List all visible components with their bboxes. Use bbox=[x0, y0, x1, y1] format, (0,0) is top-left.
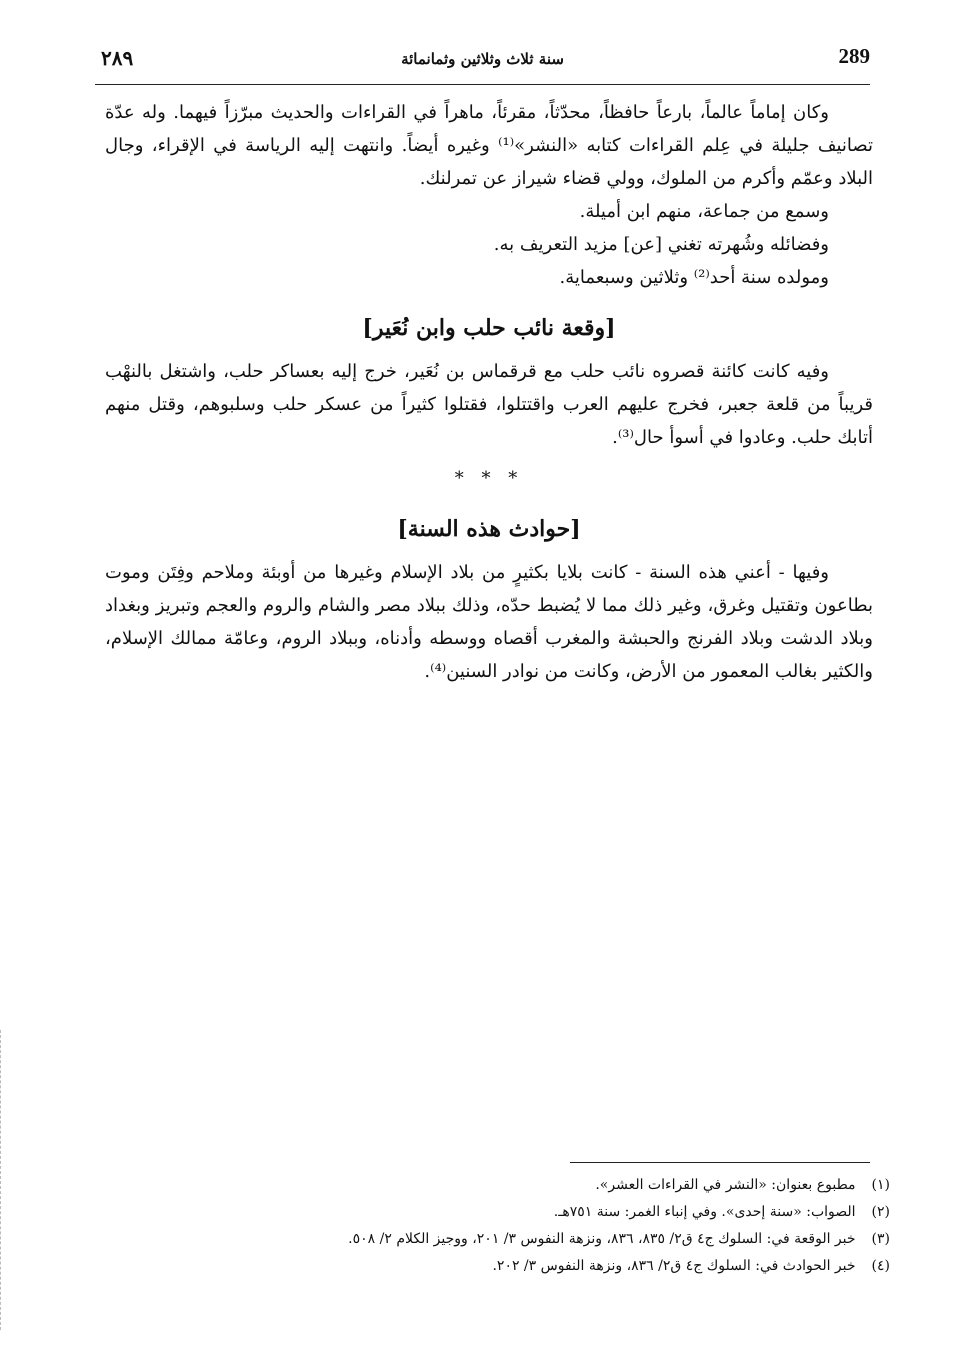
footnote-item bbox=[150, 1172, 890, 1199]
footnote-separator bbox=[570, 1162, 870, 1163]
battle-paragraph: وفيه كانت كائنة قصروه نائب حلب مع قرقماس بن نُعَير، خرج إليه بعساكر حلب، واشتغل بالنهْب قريباً من قلعة جعبر، فخرج عليهم العرب واقتتلوا، فقتلوا كثيراً من عسكر حلب وسلبوهم، وقتل منهم أتابك حلب. وعادوا في أسوأ حال⁽³⁾. bbox=[105, 361, 873, 448]
footnote-text: الصواب: «سنة إحدى». وفي إنباء الغمر: سنة ٧٥١هـ. bbox=[553, 1204, 856, 1220]
footnote-mark: (٣) bbox=[871, 1231, 890, 1247]
page-header bbox=[95, 44, 870, 85]
footnotes bbox=[150, 1172, 890, 1280]
text-line-teachers: وسمع من جماعة، منهم ابن أميلة. bbox=[579, 201, 829, 222]
text-line-virtues: وفضائله وشُهرته تغني [عن] مزيد التعريف به. bbox=[493, 234, 829, 255]
intro-paragraph: وكان إماماً عالماً، بارعاً حافظاً، محدّثاً، مقرئاً، ماهراً في القراءات والحديث مبرّزاً فيهما. وله عدّة تصانيف جليلة في عِلم القراءات كتابه «النشر»⁽¹⁾ وغيره أيضاً. وانتهت إليه الرياسة في الإقراء، وجال البلاد وعمّم وأكرم من الملوك، وولي قضاء شيراز عن تمرلنك. bbox=[105, 102, 873, 189]
events-paragraph: وفيها - أعني هذه السنة - كانت بلايا بكثيرٍ من بلاد الإسلام وغيرها من أوبئة وملاحم وفِتَن وموت بطاعون وتقتيل وغرق، وغير ذلك مما لا يُضبط حدّه، وذلك ببلاد مصر والشام والروم والعجم وتبريز وبغداد وبلاد الدشت وبلاد الفرنج والحبشة والمغرب أقصاه ووسطه وأدناه، وببلاد الروم، وعامّة ممالك الإسلام، والكثير بغالب المعمور من الأرض، وكانت من نوادر السنين⁽⁴⁾. bbox=[105, 562, 873, 682]
section-heading-events: [حوادث هذه السنة] bbox=[397, 516, 581, 542]
page-number-latin: 289 bbox=[838, 44, 870, 68]
footnote-text: مطبوع بعنوان: «النشر في القراءات العشر». bbox=[595, 1177, 856, 1193]
page-number-arabic: ٢٨٩ bbox=[101, 46, 134, 70]
section-separator: * * * bbox=[454, 468, 524, 489]
footnote-mark: (٢) bbox=[871, 1204, 890, 1220]
footnote-mark: (١) bbox=[871, 1177, 890, 1193]
footnote-text: خبر الحوادث في: السلوك ج٤ ق٢/ ٨٣٦، ونزهة النفوس ٣/ ٢٠٢. bbox=[492, 1258, 856, 1274]
footnote-mark: (٤) bbox=[871, 1258, 890, 1274]
footnote-item bbox=[150, 1199, 890, 1226]
section-heading-battle: [وقعة نائب حلب وابن نُعَير] bbox=[362, 315, 616, 341]
footnote-item bbox=[150, 1226, 890, 1253]
running-title: سنة ثلاث وثلاثين وثمانمائة bbox=[401, 50, 564, 68]
scan-margin-marks bbox=[0, 1030, 4, 1330]
footnote-item bbox=[150, 1253, 890, 1280]
text-line-birth: ومولده سنة أحد⁽²⁾ وثلاثين وسبعماية. bbox=[559, 267, 829, 288]
main-text bbox=[105, 96, 873, 688]
footnote-text: خبر الوقعة في: السلوك ج٤ ق٢/ ٨٣٥، ٨٣٦، ونزهة النفوس ٣/ ٢٠١، ووجيز الكلام ٢/ ٥٠٨. bbox=[348, 1231, 856, 1247]
